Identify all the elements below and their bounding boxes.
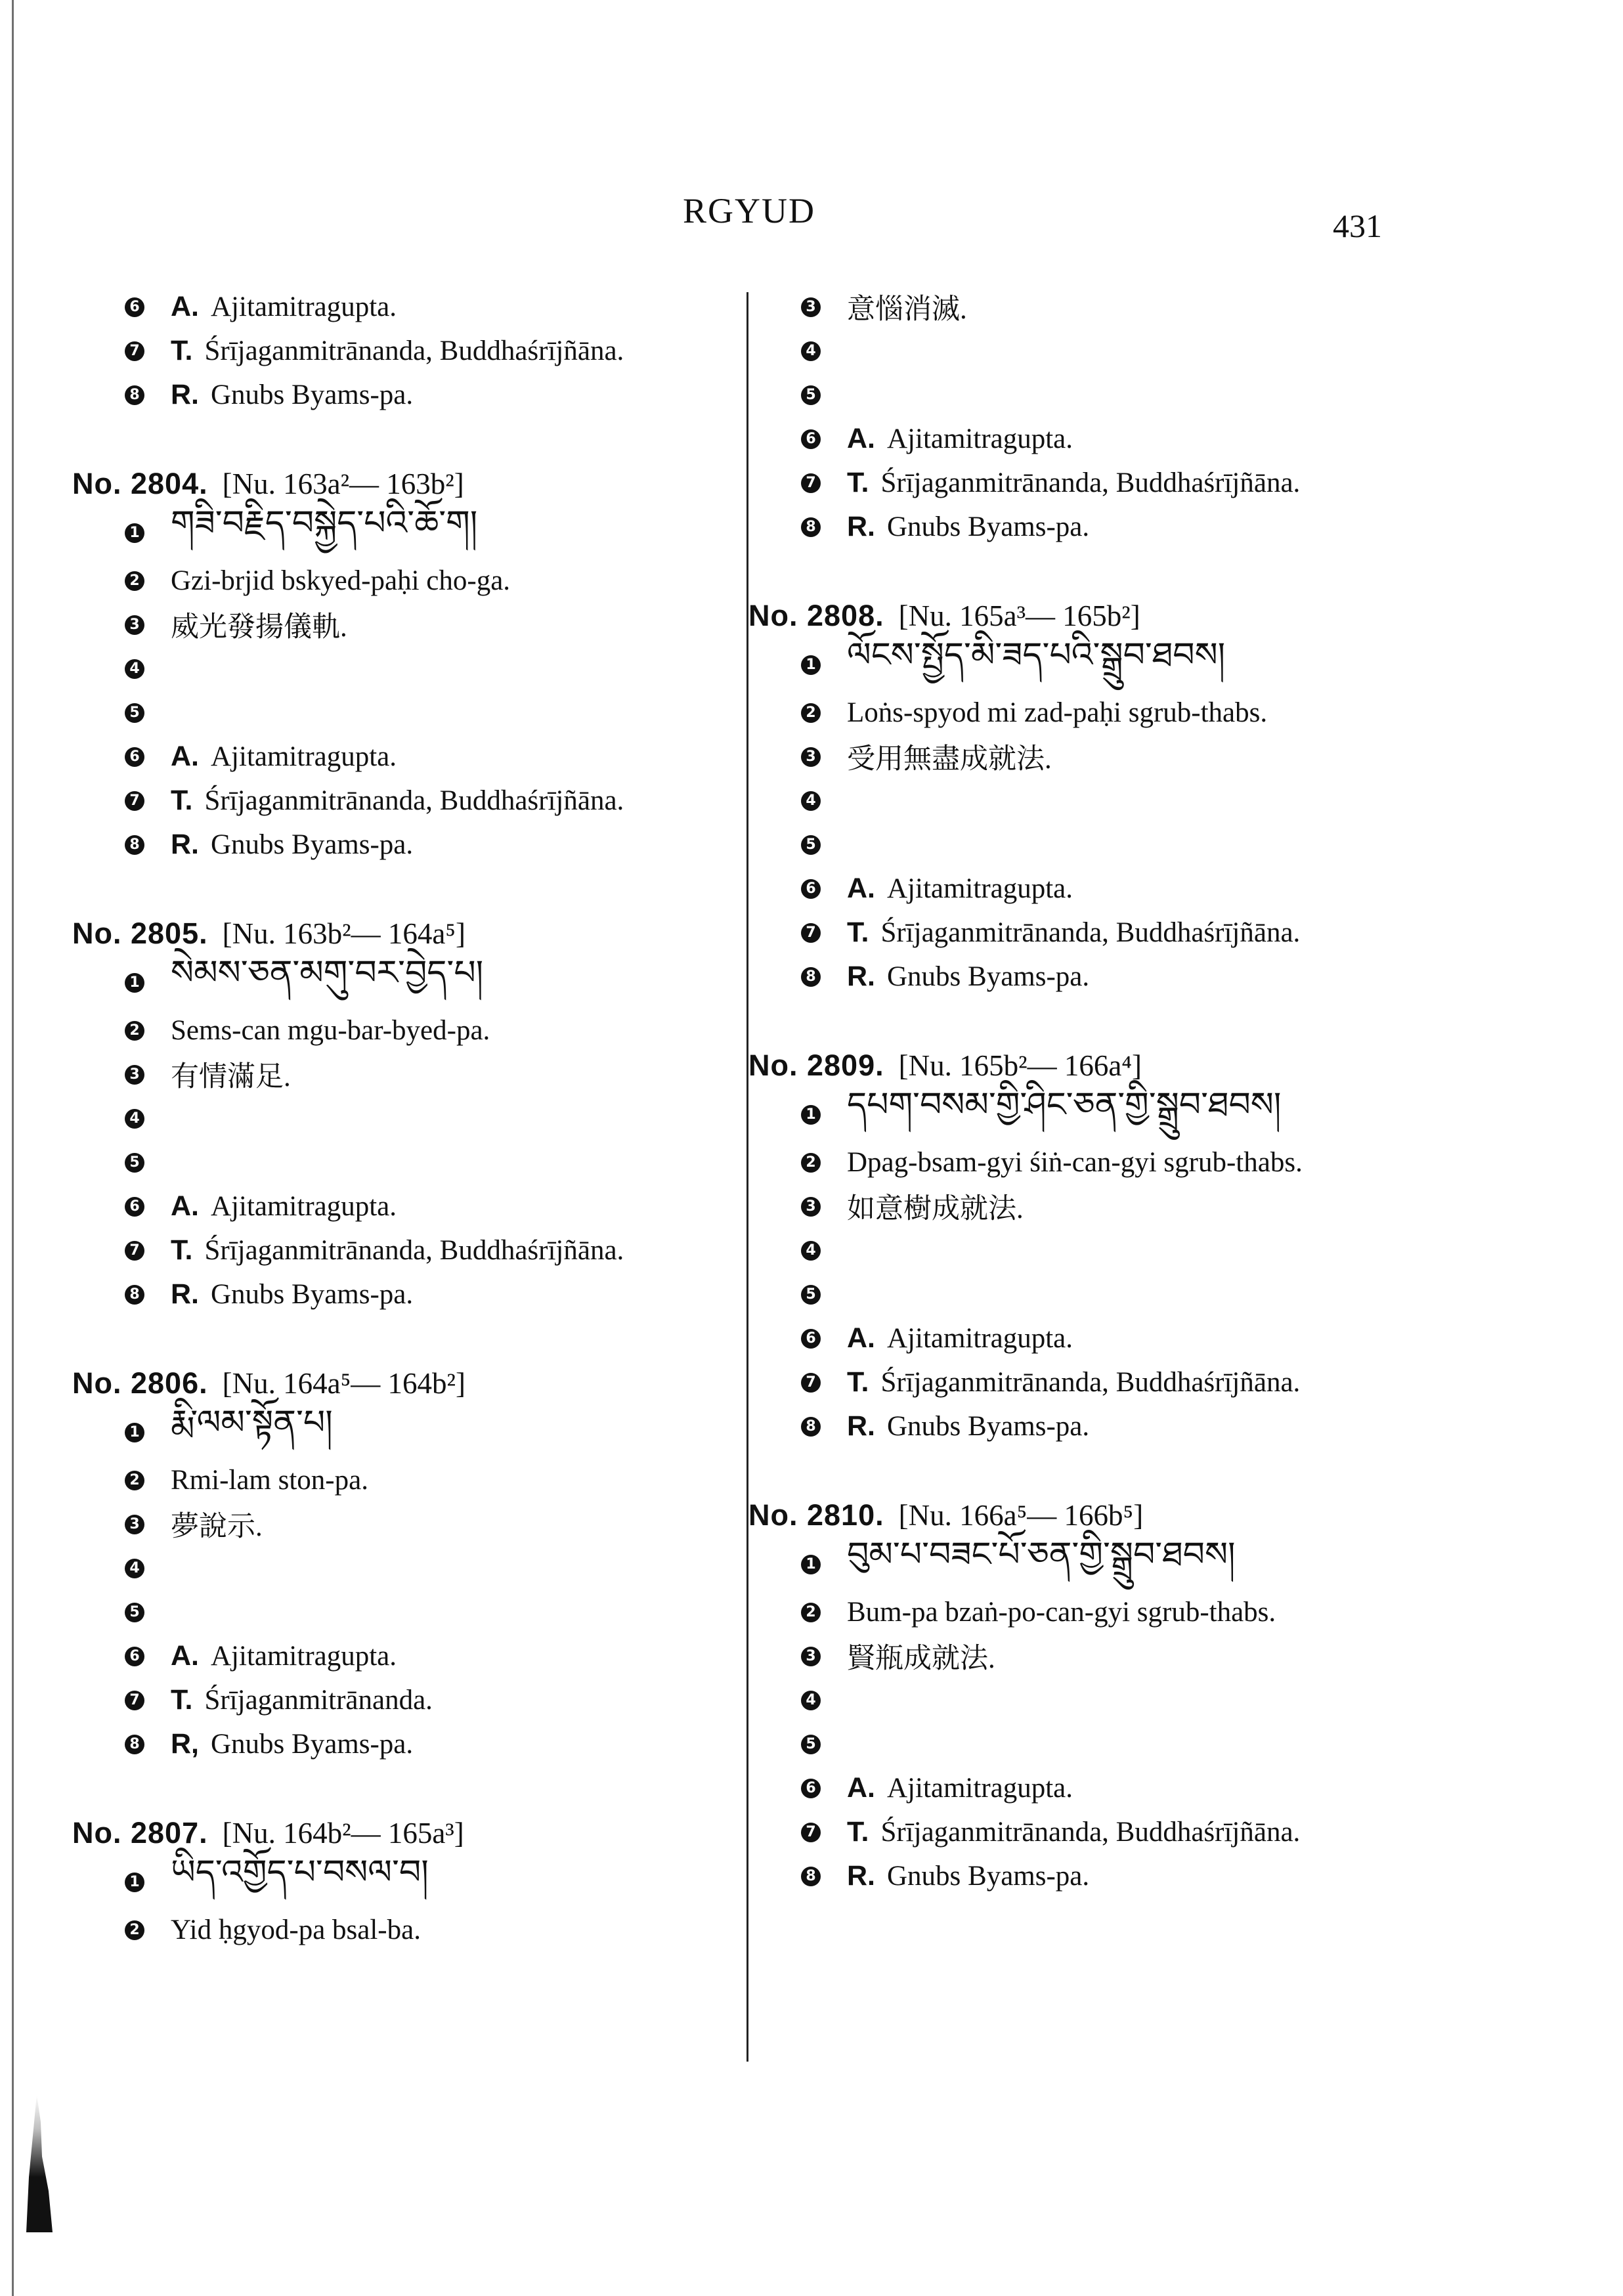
role-label: A. <box>847 1322 875 1354</box>
field-empty-4 <box>748 1228 1523 1272</box>
field-author <box>72 1634 729 1678</box>
entry-2808 <box>748 595 1523 999</box>
author-name: Ajitamitragupta. <box>211 741 397 772</box>
page-number: 431 <box>1333 207 1382 244</box>
entry-folio-ref: [Nu. 164a⁵— 164b²] <box>222 1367 465 1400</box>
field-reviser <box>72 1272 729 1316</box>
entry-number: No. 2808. <box>748 599 884 632</box>
field-reviser <box>748 955 1523 999</box>
field-chinese-title <box>72 1502 729 1546</box>
field-empty-5 <box>72 1590 729 1634</box>
entry-2806 <box>72 1362 729 1766</box>
chinese-title: 威光發揚儀軌. <box>171 612 347 643</box>
role-label: R. <box>171 379 199 410</box>
field-chinese-title <box>748 1184 1523 1228</box>
field-empty-5 <box>748 823 1523 867</box>
marker-2: 2 <box>801 1153 821 1173</box>
entry-folio-ref: [Nu. 166a⁵— 166b⁵] <box>898 1499 1144 1532</box>
field-chinese-title <box>72 1052 729 1096</box>
author-name: Ajitamitragupta. <box>887 423 1073 454</box>
tibetan-title: བུམ་པ་བཟང་པོ་ཅན་གྱི་སྒྲུབ་ཐབས། <box>847 1535 1236 1574</box>
marker-1: 1 <box>125 1873 144 1892</box>
marker-2: 2 <box>125 571 144 591</box>
field-author <box>72 285 729 329</box>
role-label: A. <box>171 291 199 322</box>
role-label: T. <box>847 467 869 498</box>
field-empty-4 <box>748 779 1523 823</box>
entry-number: No. 2807. <box>72 1816 208 1850</box>
tibetan-title: ཡིད་འགྱོད་པ་བསལ་བ། <box>171 1853 429 1892</box>
reviser-name: Gnubs Byams-pa. <box>887 1411 1090 1442</box>
field-reviser <box>748 505 1523 549</box>
marker-6: 6 <box>801 1779 821 1798</box>
role-label: R, <box>171 1728 199 1760</box>
entry-number: No. 2804. <box>72 467 208 500</box>
translator-names: Śrījaganmitrānanda, Buddhaśrījñāna. <box>880 1367 1301 1398</box>
ink-blot <box>26 2094 53 2232</box>
field-tibetan-title <box>72 1403 729 1458</box>
marker-5: 5 <box>801 1285 821 1305</box>
entry-number: No. 2806. <box>72 1366 208 1400</box>
field-reviser <box>72 823 729 867</box>
field-tibetan-title <box>748 1085 1523 1140</box>
running-title: RGYUD <box>683 191 816 230</box>
marker-4: 4 <box>801 791 821 811</box>
reviser-name: Gnubs Byams-pa. <box>211 829 414 860</box>
entry-number: No. 2810. <box>748 1498 884 1532</box>
field-chinese-title <box>748 1634 1523 1678</box>
field-empty-5 <box>748 373 1523 417</box>
author-name: Ajitamitragupta. <box>887 1323 1073 1354</box>
marker-7: 7 <box>801 1373 821 1393</box>
role-label: T. <box>171 785 193 816</box>
author-name: Ajitamitragupta. <box>887 873 1073 904</box>
entry-folio-ref: [Nu. 163b²— 164a⁵] <box>222 917 465 950</box>
page-header <box>0 0 1623 276</box>
marker-7: 7 <box>125 791 144 811</box>
marker-4: 4 <box>125 1109 144 1129</box>
field-translators <box>748 461 1523 505</box>
translator-names: Śrījaganmitrānanda, Buddhaśrījñāna. <box>880 1817 1301 1848</box>
transliteration: Rmi-lam ston-pa. <box>171 1465 368 1496</box>
right-column <box>748 276 1523 1944</box>
field-transliteration <box>72 1458 729 1502</box>
reviser-name: Gnubs Byams-pa. <box>887 1861 1090 1892</box>
marker-7: 7 <box>125 1691 144 1710</box>
marker-5: 5 <box>125 1153 144 1173</box>
marker-1: 1 <box>801 655 821 675</box>
field-transliteration <box>748 691 1523 735</box>
field-translators <box>72 329 729 373</box>
field-reviser <box>748 1854 1523 1898</box>
marker-2: 2 <box>801 1603 821 1622</box>
marker-4: 4 <box>125 1559 144 1578</box>
left-column <box>72 276 729 1998</box>
role-label: A. <box>847 423 875 454</box>
role-label: T. <box>171 1684 193 1716</box>
field-transliteration <box>72 1008 729 1052</box>
transliteration: Dpag-bsam-gyi śiṅ-can-gyi sgrub-thabs. <box>847 1147 1303 1178</box>
field-author <box>72 735 729 779</box>
entry-2810 <box>748 1494 1523 1898</box>
field-transliteration <box>748 1590 1523 1634</box>
field-transliteration <box>72 1908 729 1952</box>
translator-names: Śrījaganmitrānanda, Buddhaśrījñāna. <box>204 336 624 366</box>
marker-2: 2 <box>125 1920 144 1940</box>
marker-8: 8 <box>125 385 144 405</box>
marker-1: 1 <box>801 1105 821 1125</box>
tibetan-title: ལོངས་སྤྱོད་མི་ཟད་པའི་སྒྲུབ་ཐབས། <box>847 636 1226 675</box>
field-empty-4 <box>72 647 729 691</box>
reviser-name: Gnubs Byams-pa. <box>887 961 1090 992</box>
field-author <box>748 867 1523 911</box>
marker-5: 5 <box>125 1603 144 1622</box>
marker-4: 4 <box>801 341 821 361</box>
marker-8: 8 <box>125 1285 144 1305</box>
marker-4: 4 <box>801 1691 821 1710</box>
marker-8: 8 <box>801 517 821 537</box>
transliteration: Loṅs-spyod mi zad-paḥi sgrub-thabs. <box>847 697 1268 728</box>
entry-folio-ref: [Nu. 165a³— 165b²] <box>898 599 1140 632</box>
role-label: R. <box>847 961 875 992</box>
marker-5: 5 <box>801 1735 821 1754</box>
marker-8: 8 <box>801 1417 821 1437</box>
entry-folio-ref: [Nu. 163a²— 163b²] <box>222 467 464 500</box>
chinese-title: 如意樹成就法. <box>847 1194 1024 1224</box>
entry-2805 <box>72 913 729 1316</box>
field-translators <box>72 1228 729 1272</box>
role-label: T. <box>847 1366 869 1398</box>
role-label: T. <box>847 917 869 948</box>
author-name: Ajitamitragupta. <box>211 1641 397 1672</box>
marker-7: 7 <box>125 1241 144 1261</box>
translator-names: Śrījaganmitrānanda, Buddhaśrījñāna. <box>204 785 624 816</box>
chinese-title: 夢說示. <box>171 1511 263 1542</box>
marker-8: 8 <box>125 835 144 855</box>
marker-3: 3 <box>801 747 821 767</box>
field-translators <box>72 1678 729 1722</box>
field-tibetan-title <box>72 504 729 559</box>
marker-3: 3 <box>801 1197 821 1217</box>
field-chinese-title <box>748 735 1523 779</box>
field-empty-5 <box>748 1272 1523 1316</box>
role-label: R. <box>847 1410 875 1442</box>
transliteration: Gzi-brjid bskyed-paḥi cho-ga. <box>171 565 511 596</box>
marker-3: 3 <box>125 615 144 635</box>
chinese-title: 受用無盡成就法. <box>847 744 1052 775</box>
role-label: A. <box>847 1772 875 1804</box>
field-empty-4 <box>748 1678 1523 1722</box>
chinese-title: 意惱消滅. <box>847 294 967 325</box>
marker-7: 7 <box>801 923 821 943</box>
translator-names: Śrījaganmitrānanda, Buddhaśrījñāna. <box>880 917 1301 948</box>
role-label: A. <box>171 1640 199 1672</box>
marker-3: 3 <box>125 1515 144 1534</box>
field-reviser <box>72 1722 729 1766</box>
marker-2: 2 <box>801 703 821 723</box>
marker-4: 4 <box>125 659 144 679</box>
reviser-name: Gnubs Byams-pa. <box>211 379 414 410</box>
field-author <box>748 1766 1523 1810</box>
tibetan-title: གཟི་བརྗིད་བསྐྱེད་པའི་ཆོ་ག། <box>171 504 478 543</box>
field-empty-5 <box>748 1722 1523 1766</box>
chinese-title: 賢瓶成就法. <box>847 1643 995 1674</box>
author-name: Ajitamitragupta. <box>887 1773 1073 1804</box>
field-empty-5 <box>72 691 729 735</box>
translator-names: Śrījaganmitrānanda, Buddhaśrījñāna. <box>204 1235 624 1266</box>
role-label: T. <box>847 1816 869 1848</box>
field-reviser <box>748 1404 1523 1448</box>
field-translators <box>72 779 729 823</box>
field-author <box>72 1184 729 1228</box>
role-label: R. <box>847 1860 875 1892</box>
entry-folio-ref: [Nu. 164b²— 165a³] <box>222 1817 464 1850</box>
marker-1: 1 <box>125 1423 144 1442</box>
marker-8: 8 <box>801 967 821 987</box>
marker-5: 5 <box>801 385 821 405</box>
marker-3: 3 <box>801 1647 821 1666</box>
field-author <box>748 1316 1523 1360</box>
field-tibetan-title <box>72 1853 729 1908</box>
role-label: R. <box>171 829 199 860</box>
field-author <box>748 417 1523 461</box>
field-transliteration <box>72 559 729 603</box>
field-tibetan-title <box>748 1535 1523 1590</box>
field-translators <box>748 911 1523 955</box>
field-empty-5 <box>72 1140 729 1184</box>
marker-5: 5 <box>125 703 144 723</box>
field-reviser <box>72 373 729 417</box>
marker-4: 4 <box>801 1241 821 1261</box>
marker-2: 2 <box>125 1471 144 1490</box>
marker-6: 6 <box>125 297 144 317</box>
marker-7: 7 <box>801 1823 821 1842</box>
marker-7: 7 <box>801 473 821 493</box>
reviser-name: Gnubs Byams-pa. <box>211 1729 414 1760</box>
marker-6: 6 <box>801 879 821 899</box>
transliteration: Bum-pa bzaṅ-po-can-gyi sgrub-thabs. <box>847 1597 1276 1628</box>
transliteration: Yid ḥgyod-pa bsal-ba. <box>171 1915 421 1945</box>
translator-names: Śrījaganmitrānanda, Buddhaśrījñāna. <box>880 467 1301 498</box>
role-label: T. <box>171 335 193 366</box>
entry-folio-ref: [Nu. 165b²— 166a⁴] <box>898 1049 1142 1082</box>
right-continuation <box>748 276 1523 549</box>
field-tibetan-title <box>72 953 729 1008</box>
marker-1: 1 <box>125 973 144 993</box>
tibetan-title: རྨི་ལམ་སྟོན་པ། <box>171 1403 333 1442</box>
role-label: R. <box>171 1278 199 1310</box>
author-name: Ajitamitragupta. <box>211 292 397 322</box>
entry-2807 <box>72 1812 729 1952</box>
field-empty-4 <box>72 1096 729 1140</box>
marker-5: 5 <box>801 835 821 855</box>
field-tibetan-title <box>748 636 1523 691</box>
reviser-name: Gnubs Byams-pa. <box>887 511 1090 542</box>
left-continuation <box>72 276 729 417</box>
role-label: A. <box>847 873 875 904</box>
marker-6: 6 <box>125 1647 144 1666</box>
field-chinese-title <box>748 285 1523 329</box>
tibetan-title: སེམས་ཅན་མགུ་བར་བྱེད་པ། <box>171 953 484 993</box>
marker-6: 6 <box>125 1197 144 1217</box>
marker-6: 6 <box>801 429 821 449</box>
entry-number: No. 2805. <box>72 917 208 950</box>
tibetan-title: དཔག་བསམ་གྱི་ཤིང་ཅན་གྱི་སྒྲུབ་ཐབས། <box>847 1085 1282 1125</box>
role-label: A. <box>171 1190 199 1222</box>
marker-2: 2 <box>125 1021 144 1041</box>
role-label: A. <box>171 741 199 772</box>
author-name: Ajitamitragupta. <box>211 1191 397 1222</box>
field-translators <box>748 1810 1523 1854</box>
marker-6: 6 <box>801 1329 821 1349</box>
chinese-title: 有情滿足. <box>171 1062 291 1093</box>
translator-names: Śrījaganmitrānanda. <box>204 1685 433 1716</box>
field-empty-4 <box>748 329 1523 373</box>
role-label: R. <box>847 511 875 542</box>
marker-7: 7 <box>125 341 144 361</box>
field-translators <box>748 1360 1523 1404</box>
page-edge <box>12 0 14 2296</box>
field-transliteration <box>748 1140 1523 1184</box>
role-label: T. <box>171 1234 193 1266</box>
entry-number: No. 2809. <box>748 1049 884 1082</box>
entry-2804 <box>72 463 729 867</box>
transliteration: Sems-can mgu-bar-byed-pa. <box>171 1015 490 1046</box>
marker-3: 3 <box>125 1065 144 1085</box>
marker-8: 8 <box>125 1735 144 1754</box>
entry-2809 <box>748 1045 1523 1448</box>
marker-1: 1 <box>125 523 144 543</box>
marker-3: 3 <box>801 297 821 317</box>
marker-1: 1 <box>801 1555 821 1574</box>
marker-8: 8 <box>801 1867 821 1886</box>
reviser-name: Gnubs Byams-pa. <box>211 1279 414 1310</box>
marker-6: 6 <box>125 747 144 767</box>
field-empty-4 <box>72 1546 729 1590</box>
field-chinese-title <box>72 603 729 647</box>
